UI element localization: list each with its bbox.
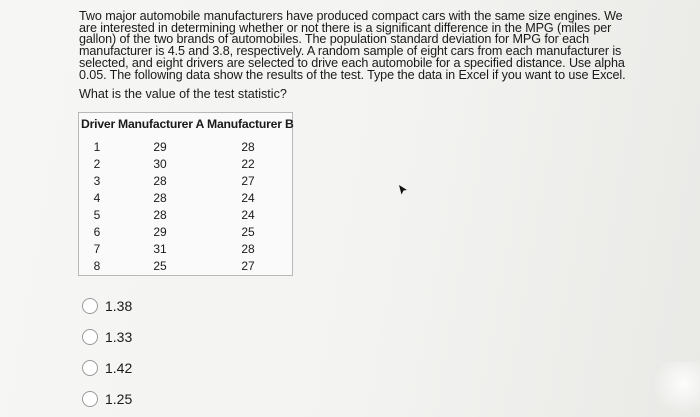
table-row	[79, 140, 292, 157]
answer-option-label: 1.38	[105, 297, 133, 314]
answer-option-3[interactable]	[82, 352, 132, 383]
cell-manufacturer-b: 27	[241, 174, 255, 188]
cell-manufacturer-a: 28	[153, 174, 167, 188]
mouse-pointer-icon	[398, 184, 408, 196]
cell-driver: 2	[93, 157, 101, 171]
answer-option-label: 1.42	[105, 359, 133, 376]
table-row	[79, 157, 292, 174]
table-row	[79, 174, 292, 191]
radio-button-icon[interactable]	[82, 360, 98, 376]
question-prompt: What is the value of the test statistic?	[79, 87, 287, 101]
answer-option-label: 1.33	[105, 328, 133, 345]
header-driver: Driver	[81, 117, 116, 131]
radio-button-icon[interactable]	[82, 298, 98, 314]
radio-button-icon[interactable]	[82, 329, 98, 345]
header-manufacturer-b: Manufacturer B	[207, 117, 294, 131]
cell-manufacturer-b: 24	[241, 208, 255, 222]
answer-option-1[interactable]	[82, 290, 132, 321]
cell-driver: 3	[93, 174, 101, 188]
cell-manufacturer-a: 29	[153, 225, 167, 239]
cell-manufacturer-a: 28	[153, 208, 167, 222]
cell-manufacturer-b: 27	[241, 259, 255, 273]
cell-manufacturer-a: 30	[153, 157, 167, 171]
data-table	[78, 112, 293, 276]
cell-manufacturer-b: 22	[241, 157, 255, 171]
cell-driver: 8	[93, 259, 101, 273]
screen-glare	[645, 362, 700, 417]
cell-manufacturer-b: 28	[241, 242, 255, 256]
answer-option-4[interactable]	[82, 383, 132, 414]
table-row	[79, 242, 292, 259]
answer-option-2[interactable]	[82, 321, 132, 352]
table-row	[79, 259, 292, 276]
cell-driver: 1	[93, 140, 101, 154]
cell-manufacturer-a: 29	[153, 140, 167, 154]
cell-manufacturer-a: 31	[153, 242, 167, 256]
cell-driver: 4	[93, 191, 101, 205]
cell-driver: 6	[93, 225, 101, 239]
answer-options	[82, 290, 132, 414]
cell-manufacturer-b: 25	[241, 225, 255, 239]
cell-manufacturer-a: 28	[153, 191, 167, 205]
question-text: Two major automobile manufacturers have produced compact cars with the same size engines. We are interested in determining whether or not there is a significant difference in the MPG (miles per gallon) of the two brands of automobiles. The population standard deviation for MPG for each manufacturer is 4.5 and 3.8, respectively. A random sample of eight cars from each manufacturer is selected, and eight drivers are selected to drive each automobile for a specified distance. Use alpha 0.05. The following data show the results of the test. Type the data in Excel if you want to use Excel.	[79, 9, 626, 82]
header-manufacturer-a: Manufacturer A	[118, 117, 205, 131]
radio-button-icon[interactable]	[82, 391, 98, 407]
cell-manufacturer-a: 25	[153, 259, 167, 273]
cell-manufacturer-b: 28	[241, 140, 255, 154]
cell-driver: 5	[93, 208, 101, 222]
answer-option-label: 1.25	[105, 390, 133, 407]
cell-driver: 7	[93, 242, 101, 256]
cell-manufacturer-b: 24	[241, 191, 255, 205]
table-row	[79, 225, 292, 242]
table-row	[79, 208, 292, 225]
table-row	[79, 191, 292, 208]
